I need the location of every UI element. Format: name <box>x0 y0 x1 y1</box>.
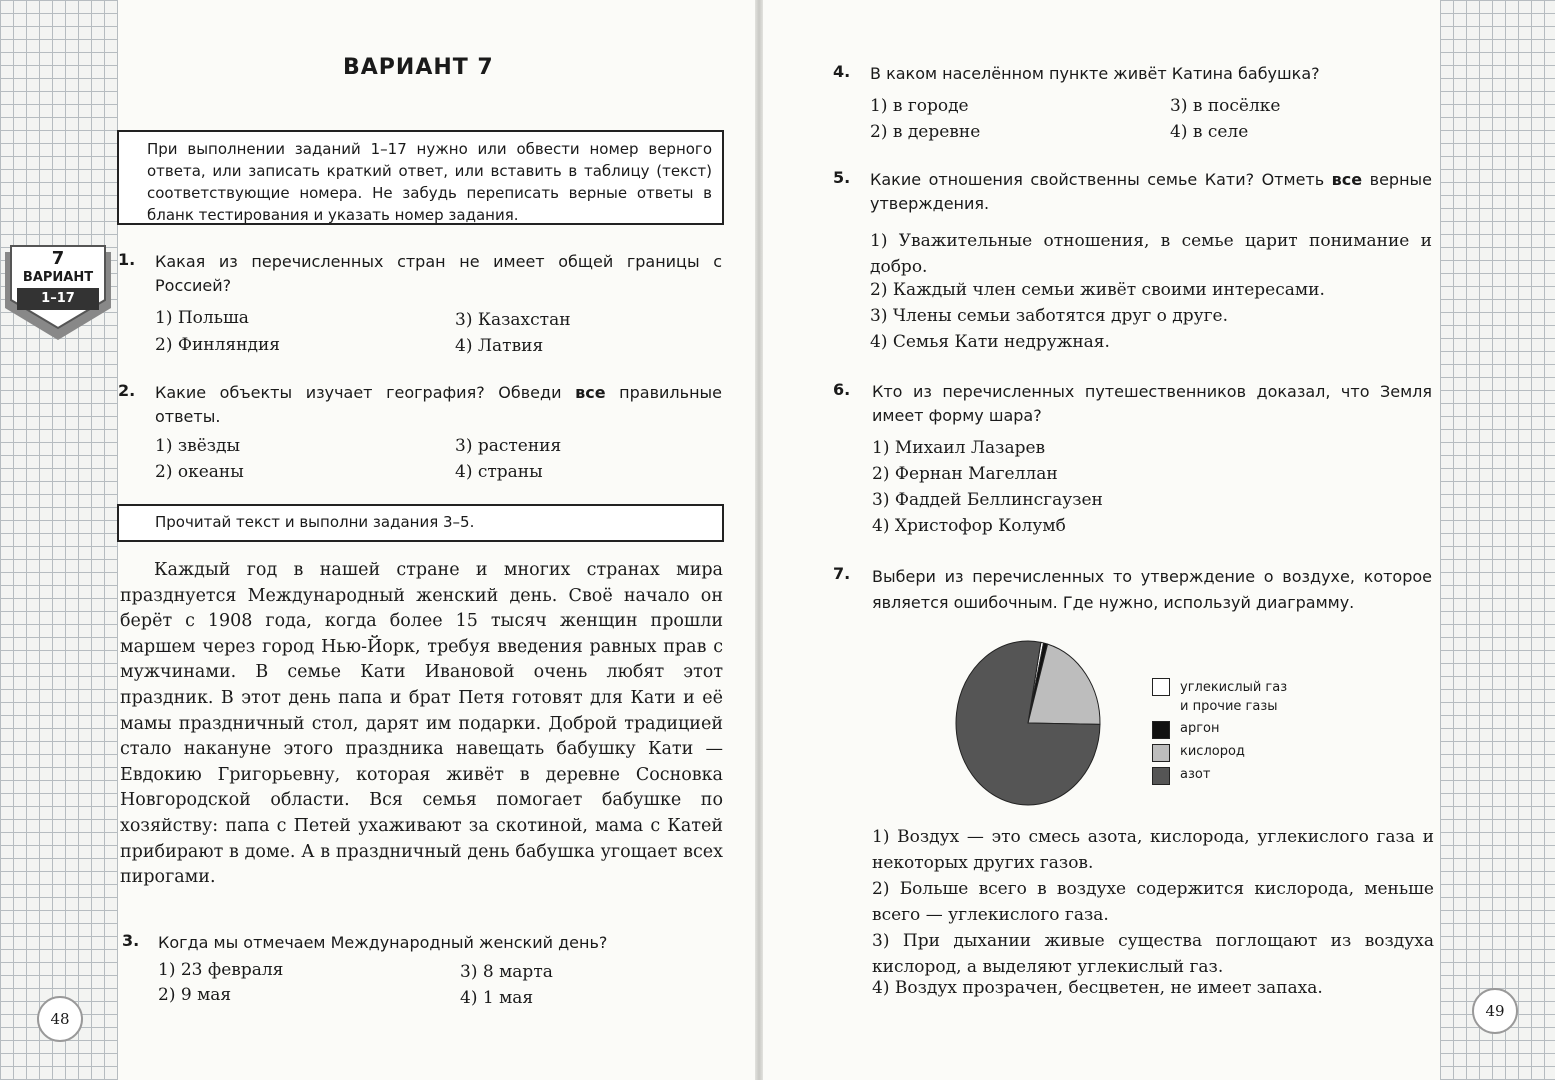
q7-number: 7. <box>833 564 851 583</box>
variant-tab-range: 1–17 <box>41 291 75 306</box>
q3-option-3[interactable]: 3) 8 марта <box>460 962 553 982</box>
q2-option-3[interactable]: 3) растения <box>455 436 562 456</box>
q7-option-2[interactable]: 2) Больше всего в воздухе содержится кислорода, меньше всего — углекислого газа. <box>872 879 1434 925</box>
q6-text: Кто из перечисленных путешественников доказал, что Земля имеет форму шара? <box>872 382 1432 425</box>
instruction-text: При выполнении заданий 1–17 нужно или обвести номер верного ответа, или записать краткий ответ, или вставить в таблицу (текст) соответствующие номера. Не забудь переписать верные ответы в бланк тестирования и указать номер задания. <box>147 140 712 224</box>
q6-number: 6. <box>833 380 851 399</box>
legend-item-oxygen <box>1152 744 1245 762</box>
variant-tab-label: ВАРИАНТ <box>22 270 94 285</box>
q5-text-part-2: верные утверждения. <box>870 170 1433 213</box>
q5-text <box>870 168 1432 216</box>
q1-option-3[interactable]: 3) Казахстан <box>455 310 571 330</box>
page-title: ВАРИАНТ 7 <box>343 55 494 80</box>
legend-swatch-oxygen <box>1152 744 1170 762</box>
q1-number: 1. <box>118 250 136 269</box>
q3-number: 3. <box>122 931 140 950</box>
q5-text-bold: все <box>1331 170 1363 189</box>
legend-item-nitrogen <box>1152 767 1210 785</box>
q2-number: 2. <box>118 381 136 400</box>
q5-number: 5. <box>833 168 851 187</box>
page-spine <box>755 0 763 1080</box>
legend-label-argon: аргон <box>1180 721 1220 736</box>
q3-text: Когда мы отмечаем Международный женский день? <box>158 933 608 952</box>
q2-text <box>155 381 722 429</box>
q6-option-1[interactable]: 1) Михаил Лазарев <box>872 438 1046 458</box>
q2-text-part: Какие объекты изучает география? Обведи <box>155 383 576 402</box>
legend-item-co2 <box>1152 678 1290 716</box>
variant-tab <box>3 244 113 342</box>
q2-option-1[interactable]: 1) звёзды <box>155 436 241 456</box>
q2-option-4[interactable]: 4) страны <box>455 462 543 482</box>
q6-option-2[interactable]: 2) Фернан Магеллан <box>872 464 1058 484</box>
story-body: Каждый год в нашей стране и многих странах мира празднуется Международный женский день. Своё начало он берёт с 1908 года, когда более 15 тысяч женщин прошли маршем через город Нью-Йорк, требуя введения равных прав с мужчинами. В семье Кати Ивановой очень любят этот праздник. В этот день папа и брат Петя готовят для Кати и её мамы праздничный стол, дарят им подарки. Доброй традицией стало накануне этого праздника навещать бабушку Кати — Евдокию Григорьевну, которая живёт в деревне Сосновка Новгородской области. Вся семья помогает бабушке по хозяйству: папа с Петей ухаживают за скотиной, мама с Катей прибирают в доме. А в праздничный день бабушка угощает всех пирогами. <box>120 560 723 888</box>
q4-option-2[interactable]: 2) в деревне <box>870 122 981 142</box>
q5-text-part: Какие отношения свойственны семье Кати? Отметь <box>870 170 1332 189</box>
q2-text-part-2: правильные ответы. <box>155 383 723 426</box>
page-number-left: 48 <box>37 996 83 1042</box>
q1-option-4[interactable]: 4) Латвия <box>455 336 544 356</box>
q1-text: Какая из перечисленных стран не имеет общей границы с Россией? <box>155 252 722 295</box>
q7-option-4[interactable]: 4) Воздух прозрачен, бесцветен, не имеет запаха. <box>872 978 1323 998</box>
q3-option-4[interactable]: 4) 1 мая <box>460 988 534 1008</box>
legend-swatch-nitrogen <box>1152 767 1170 785</box>
legend-item-argon <box>1152 721 1220 739</box>
legend-label-oxygen: кислород <box>1180 744 1245 759</box>
q5-option-1[interactable]: 1) Уважительные отношения, в семье царит понимание и добро. <box>870 231 1432 277</box>
q5-option-4[interactable]: 4) Семья Кати недружная. <box>870 332 1110 352</box>
read-instruction-box <box>117 504 724 542</box>
grid-paper-right <box>1440 0 1555 1080</box>
read-instruction-text: Прочитай текст и выполни задания 3–5. <box>155 513 475 531</box>
q7-option-1[interactable]: 1) Воздух — это смесь азота, кислорода, углекислого газа и некоторых других газов. <box>872 827 1434 873</box>
q4-text: В каком населённом пункте живёт Катина бабушка? <box>870 64 1320 83</box>
grid-paper-left <box>0 0 118 1080</box>
story-text <box>120 558 723 891</box>
q7-option-3[interactable]: 3) При дыхании живые существа поглощают из воздуха кислород, а выделяют углекислый газ. <box>872 931 1434 977</box>
q2-option-2[interactable]: 2) океаны <box>155 462 244 482</box>
q4-option-4[interactable]: 4) в селе <box>1170 122 1249 142</box>
q4-option-1[interactable]: 1) в городе <box>870 96 969 116</box>
q2-text-bold: все <box>575 383 606 402</box>
q5-option-2[interactable]: 2) Каждый член семьи живёт своими интересами. <box>870 280 1325 300</box>
q4-number: 4. <box>833 62 851 81</box>
q3-option-2[interactable]: 2) 9 мая <box>158 985 232 1005</box>
air-composition-pie-chart <box>953 638 1103 808</box>
legend-label-co2: углекислый газ и прочие газы <box>1180 680 1288 714</box>
q1-option-1[interactable]: 1) Польша <box>155 308 249 328</box>
q7-text: Выбери из перечисленных то утверждение о воздухе, которое является ошибочным. Где нужно, используй диаграмму. <box>872 567 1432 612</box>
instruction-box <box>117 130 724 225</box>
variant-tab-number: 7 <box>51 248 65 269</box>
legend-swatch-argon <box>1152 721 1170 739</box>
legend-swatch-co2 <box>1152 678 1170 696</box>
q6-option-3[interactable]: 3) Фаддей Беллинсгаузен <box>872 490 1103 510</box>
legend-label-nitrogen: азот <box>1180 767 1211 782</box>
page-number-right: 49 <box>1472 988 1518 1034</box>
q1-option-2[interactable]: 2) Финляндия <box>155 335 281 355</box>
q5-option-3[interactable]: 3) Члены семьи заботятся друг о друге. <box>870 306 1228 326</box>
q3-option-1[interactable]: 1) 23 февраля <box>158 960 284 980</box>
q4-option-3[interactable]: 3) в посёлке <box>1170 96 1281 116</box>
q6-option-4[interactable]: 4) Христофор Колумб <box>872 516 1066 536</box>
